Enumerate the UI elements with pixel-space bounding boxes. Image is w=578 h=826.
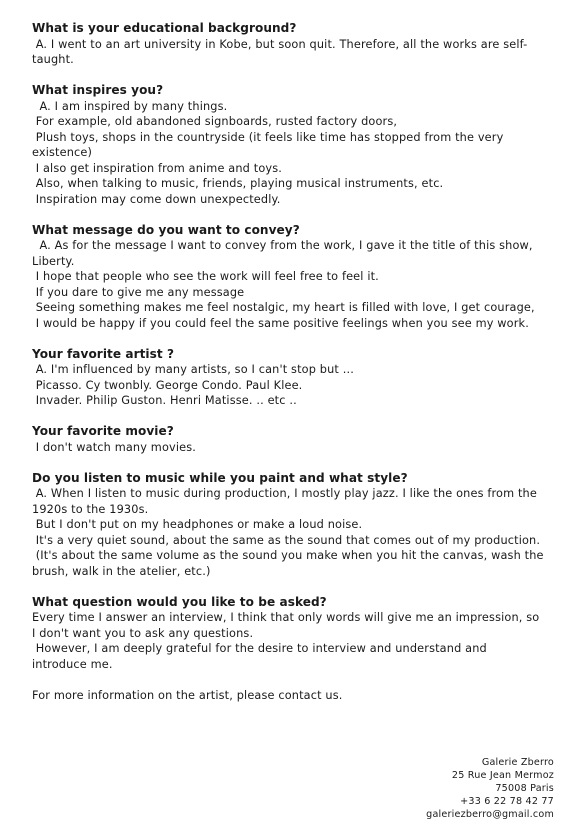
contact-note: For more information on the artist, please contact us.: [32, 688, 343, 702]
answer-line: A. I'm influenced by many artists, so I can't stop but ...: [32, 363, 354, 376]
qa-section: [32, 595, 544, 673]
question-heading: Your favorite movie?: [32, 424, 174, 438]
question-heading: What is your educational background?: [32, 21, 297, 35]
answer-line: (It's about the same volume as the sound you make when you hit the canvas, wash the brush, walk in the atelier, etc.): [32, 549, 548, 578]
answer-line: I also get inspiration from anime and toys.: [32, 161, 282, 175]
gallery-city: 75008 Paris: [495, 783, 554, 795]
answer-line: A. As for the message I want to convey from the work, I gave it the title of this show, Liberty.: [32, 239, 537, 268]
answer-line: I don't watch many movies.: [32, 440, 197, 454]
question-heading: What message do you want to convey?: [32, 222, 300, 237]
answer-line: Every time I answer an interview, I think that only words will give me an impression, so I don't want you to ask any questions.: [32, 611, 544, 640]
answer-line: However, I am deeply grateful for the desire to interview and understand and introduce me.: [32, 642, 491, 671]
answer-line: But I don't put on my headphones or make a loud noise.: [32, 518, 363, 531]
answer-line: Picasso. Cy twonbly. George Condo. Paul Klee.: [32, 378, 303, 392]
question-heading: Do you listen to music while you paint and what style?: [32, 470, 408, 485]
question-heading: What question would you like to be asked?: [32, 594, 327, 609]
answer-line: Invader. Philip Guston. Henri Matisse. .. etc ..: [32, 394, 297, 407]
qa-section: [32, 223, 544, 332]
answer-line: A. When I listen to music during production, I mostly play jazz. I like the ones from the 1920s to the 1930s.: [32, 487, 541, 516]
gallery-name: Galerie Zberro: [481, 757, 554, 768]
answer-line: For example, old abandoned signboards, rusted factory doors,: [32, 115, 398, 128]
gallery-street: 25 Rue Jean Mermoz: [451, 770, 554, 782]
answer-line: Seeing something makes me feel nostalgic, my heart is filled with love, I get courage,: [32, 301, 535, 314]
qa-section: [32, 21, 544, 68]
qa-section: [32, 347, 544, 409]
answer-line: I hope that people who see the work will feel free to feel it.: [32, 270, 379, 283]
question-heading: Your favorite artist ?: [32, 346, 175, 361]
gallery-phone: +33 6 22 78 42 77: [460, 796, 554, 808]
question-heading: What inspires you?: [32, 83, 164, 97]
answer-line: A. I am inspired by many things.: [32, 99, 228, 113]
gallery-address-block: [426, 756, 554, 821]
qa-section: [32, 470, 548, 580]
qa-section: [32, 83, 544, 207]
answer-line: Also, when talking to music, friends, playing musical instruments, etc.: [32, 177, 444, 190]
gallery-email[interactable]: galeriezberro@gmail.com: [426, 809, 554, 821]
qa-list: [32, 21, 548, 672]
answer-line: A. I went to an art university in Kobe, but soon quit. Therefore, all the works are self-taught.: [32, 37, 528, 66]
answer-line: I would be happy if you could feel the same positive feelings when you see my work.: [32, 316, 529, 330]
answer-line: It's a very quiet sound, about the same as the sound that comes out of my production.: [32, 533, 541, 547]
answer-line: If you dare to give me any message: [32, 285, 245, 299]
answer-line: Plush toys, shops in the countryside (it feels like time has stopped from the very existence): [32, 130, 508, 159]
interview-document: [32, 21, 548, 703]
qa-section: [32, 424, 544, 455]
answer-line: Inspiration may come down unexpectedly.: [32, 192, 281, 206]
